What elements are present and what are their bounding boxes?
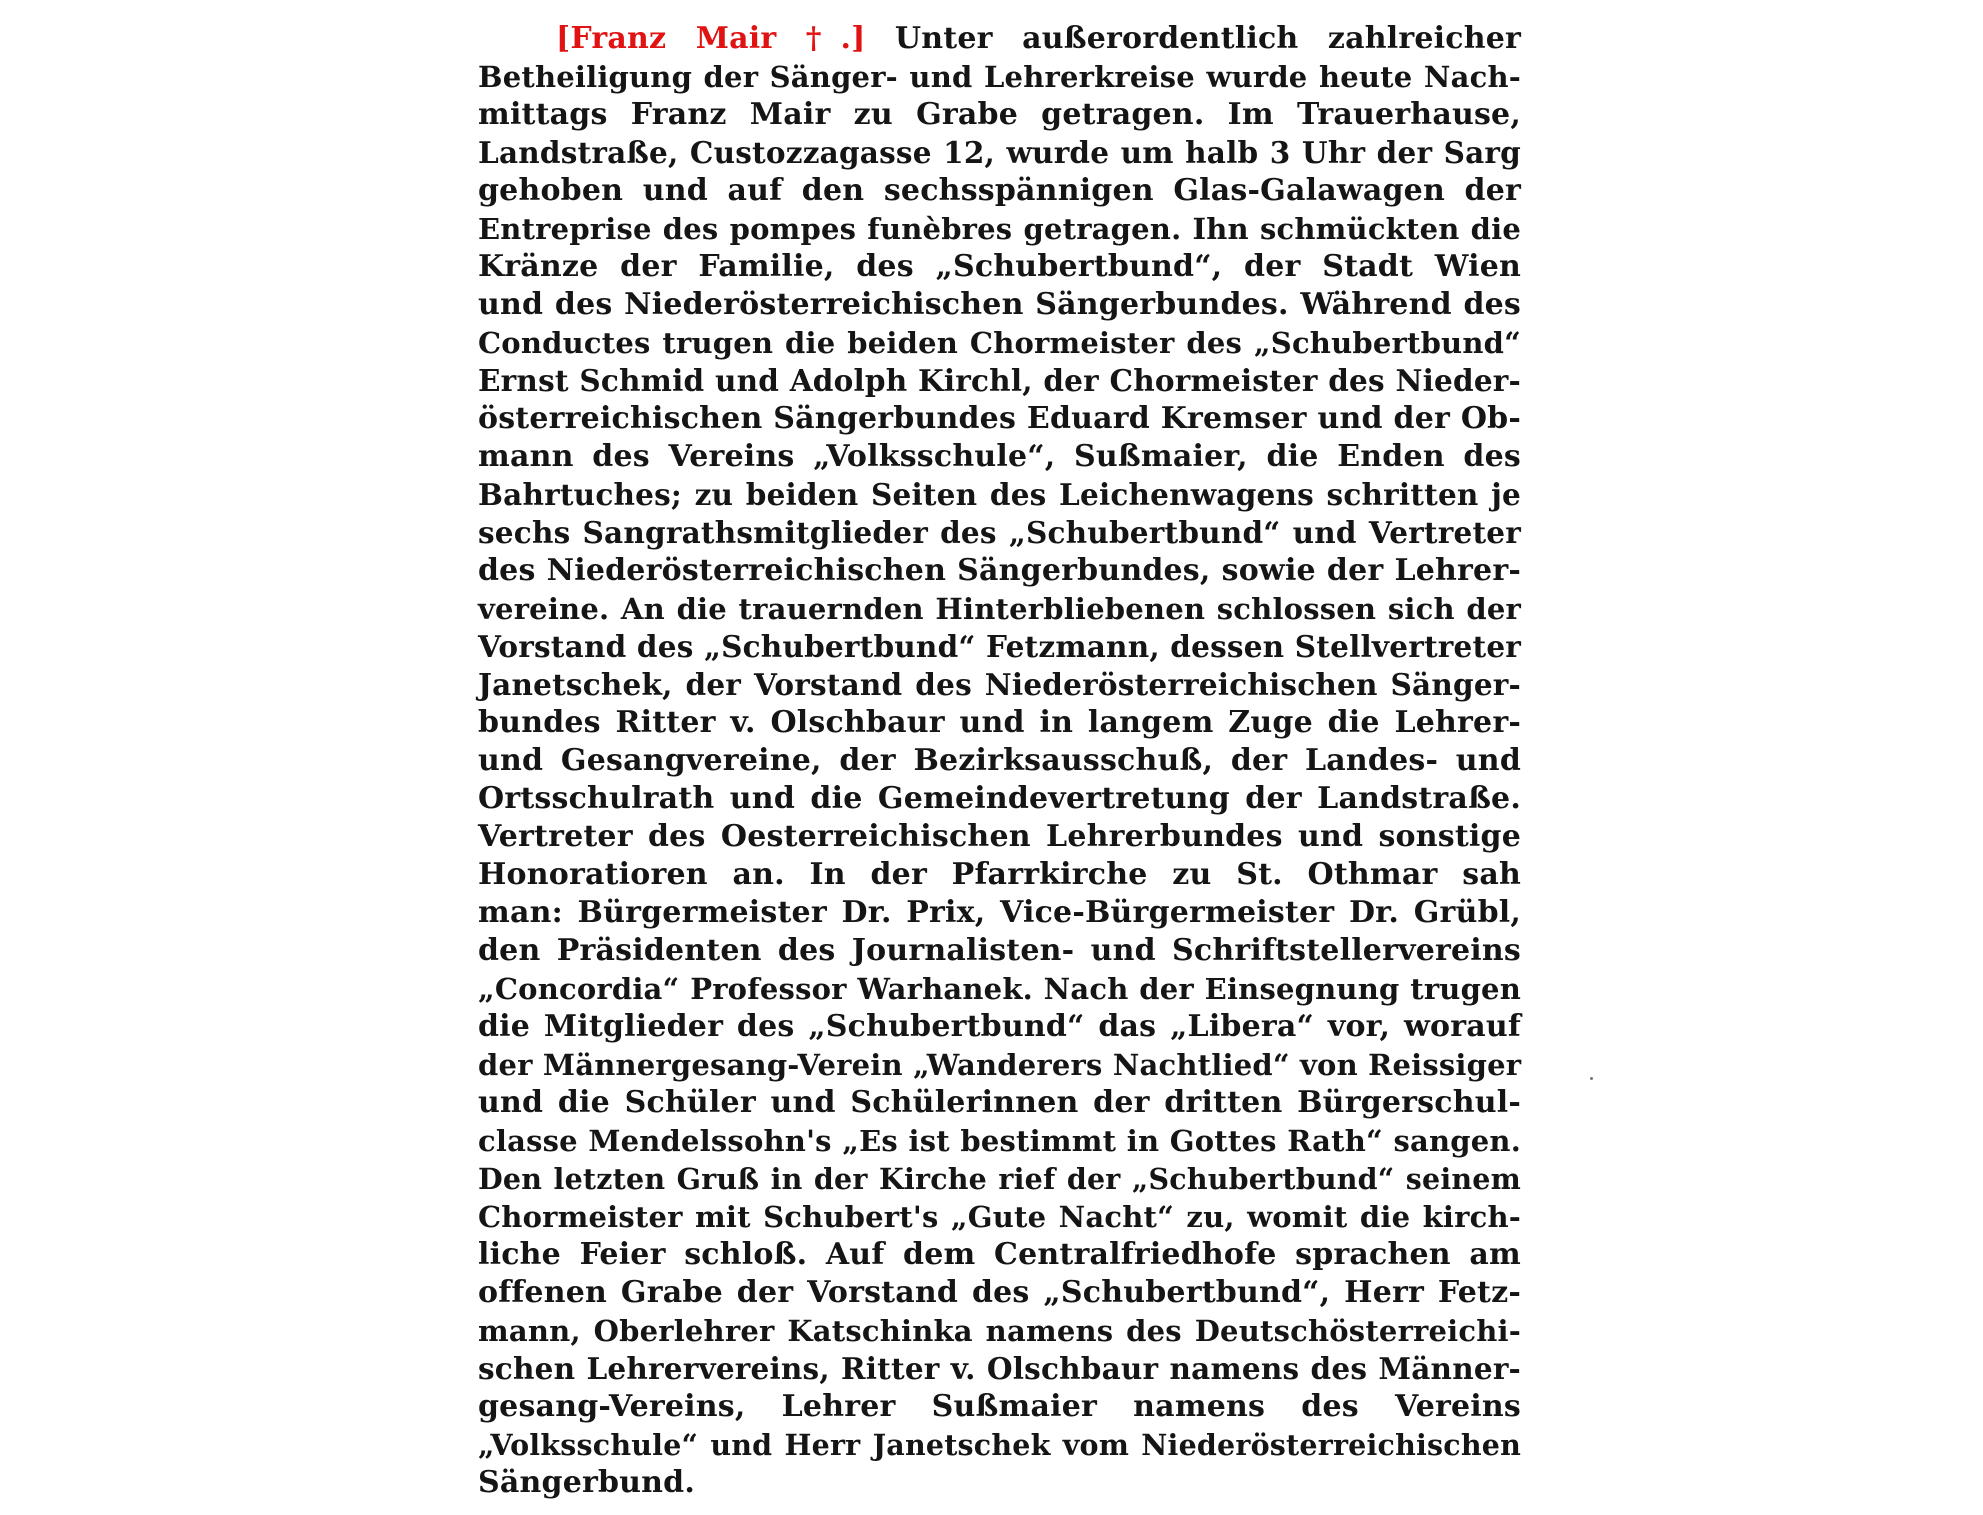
- article-line: Chormeister mit Schubert's „Gute Nacht“ zu, womit die kirch-: [478, 1200, 1521, 1234]
- article-line: des Niederösterreichischen Sängerbundes, sowie der Lehrer-: [478, 553, 1521, 588]
- article-line: den Präsidenten des Journalisten- und Schriftstellervereins: [478, 933, 1521, 968]
- article-line: österreichischen Sängerbundes Eduard Kremser und der Ob-: [478, 401, 1521, 436]
- article-line-last: Sängerbund.: [478, 1465, 696, 1500]
- article-line: Conductes trugen die beiden Chormeister des „Schubertbund“: [478, 326, 1521, 360]
- article-line: mann des Vereins „Volksschule“, Sußmaier, die Enden des: [478, 439, 1521, 474]
- article-line: und des Niederösterreichischen Sängerbundes. Während des: [478, 287, 1521, 322]
- article-line: Den letzten Gruß in der Kirche rief der „Schubertbund“ seinem: [478, 1162, 1521, 1196]
- article-line: schen Lehrervereins, Ritter v. Olschbaur namens des Männer-: [478, 1351, 1521, 1386]
- article-line: Landstraße, Custozzagasse 12, wurde um halb 3 Uhr der Sarg: [478, 135, 1521, 170]
- article-line: Ortsschulrath und die Gemeindevertretung der Landstraße.: [478, 781, 1521, 816]
- article-line: gehoben und auf den sechsspännigen Glas-Galawagen der: [478, 173, 1521, 208]
- article-line: gesang-Vereins, Lehrer Sußmaier namens des Vereins: [478, 1389, 1521, 1424]
- article-first-line-text: Unter außerordentlich zahlreicher: [865, 21, 1521, 56]
- article-line: Kränze der Familie, des „Schubertbund“, der Stadt Wien: [478, 249, 1521, 284]
- article-line: der Männergesang-Verein „Wanderers Nachtlied“ von Reissiger: [478, 1048, 1522, 1082]
- article-line: offenen Grabe der Vorstand des „Schubertbund“, Herr Fetz-: [478, 1275, 1521, 1310]
- print-speck: [1590, 1077, 1593, 1080]
- article-line: classe Mendelssohn's „Es ist bestimmt in Gottes Rath“ sangen.: [478, 1124, 1521, 1158]
- article-line: liche Feier schloß. Auf dem Centralfriedhofe sprachen am: [478, 1237, 1521, 1272]
- article-line: mann, Oberlehrer Katschinka namens des Deutschösterreichi-: [478, 1314, 1521, 1348]
- article-line: Vorstand des „Schubertbund“ Fetzmann, dessen Stellvertreter: [478, 629, 1522, 664]
- article-line: bundes Ritter v. Olschbaur und in langem Zuge die Lehrer-: [478, 705, 1521, 740]
- article-line: sechs Sangrathsmitglieder des „Schubertbund“ und Vertreter: [478, 515, 1521, 550]
- newspaper-article: [478, 20, 1521, 1500]
- article-line: die Mitglieder des „Schubertbund“ das „Libera“ vor, worauf: [478, 1009, 1521, 1044]
- article-line: und Gesangvereine, der Bezirksausschuß, der Landes- und: [478, 743, 1521, 778]
- article-line: und die Schüler und Schülerinnen der dritten Bürgerschul-: [478, 1085, 1521, 1120]
- article-line: „Concordia“ Professor Warhanek. Nach der Einsegnung trugen: [478, 972, 1521, 1006]
- article-line: Bahrtuches; zu beiden Seiten des Leichenwagens schritten je: [478, 477, 1521, 512]
- article-line: „Volksschule“ und Herr Janetschek vom Niederösterreichischen: [478, 1428, 1521, 1462]
- article-line: Vertreter des Oesterreichischen Lehrerbundes und sonstige: [478, 819, 1521, 854]
- article-line: vereine. An die trauernden Hinterbliebenen schlossen sich der: [478, 592, 1521, 626]
- article-line: man: Bürgermeister Dr. Prix, Vice-Bürgermeister Dr. Grübl,: [478, 895, 1521, 930]
- article-line: Ernst Schmid und Adolph Kirchl, der Chormeister des Nieder-: [478, 363, 1521, 398]
- article-title: [Franz Mair †.]: [556, 21, 866, 56]
- article-line: Janetschek, der Vorstand des Niederösterreichischen Sänger-: [478, 667, 1521, 702]
- article-line: mittags Franz Mair zu Grabe getragen. Im Trauerhause,: [478, 97, 1521, 132]
- article-line: Honoratioren an. In der Pfarrkirche zu St. Othmar sah: [478, 857, 1521, 892]
- article-line-1: [478, 20, 1521, 58]
- article-line: Betheiligung der Sänger- und Lehrerkreise wurde heute Nach-: [478, 60, 1521, 94]
- article-line: Entreprise des pompes funèbres getragen. Ihn schmückten die: [478, 212, 1521, 246]
